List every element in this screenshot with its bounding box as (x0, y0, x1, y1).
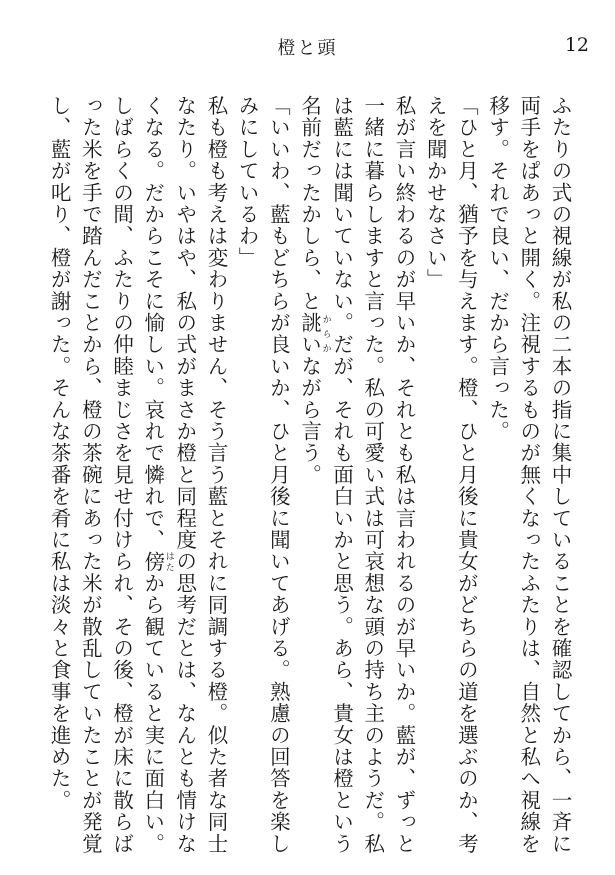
ruby-side: 傍 はた (140, 550, 174, 573)
paragraph-2: 「ひと月、猶予を与えます。橙、ひと月後に貴女がどちらの道を選ぶのか、考えを聞かせなさい」 (423, 95, 479, 855)
paragraph-3-tail: ながら言う。 (297, 355, 322, 486)
paragraph-5-text: 私も橙も考えは変わりません、そう言う藍とそれに同調する橙。似た者な同士なたり。いやはや、私の式がまさか橙と同程度の思考だとは、なんとも情けなくなる。だからこそに愉しい。哀れで憐れで、 (140, 95, 228, 855)
paragraph-1: ふたりの式の視線が私の二本の指に集中していることを確認してから、一斉に両手をぱあっと開く。注視するものが無くなったふたりは、自然と私へ視線を移す。それで良い、だから言った。 (485, 95, 572, 855)
paragraph-5 (137, 95, 231, 855)
paragraph-3-text: 私が言い終わるのが早いか、それとも私は言われるのが早いか。藍が、ずっと一緒に暮らしますと言った。私の可愛い式は可哀想な頭の持ち主のようだ。私は藍には聞いていない。だが、それも面白いかと思う。あら、貴女は橙という名前だったかしら、と (297, 95, 416, 855)
vertical-body-text (30, 95, 575, 855)
paragraph-3 (293, 95, 419, 855)
ruby-tease: 誂い からか (297, 312, 331, 356)
page-title: 橙と頭 (277, 38, 338, 59)
paragraph-6: しばらくの間、ふたりの仲睦まじさを見せ付けられ、その後、橙が床に散らばった米を手で踏んだことから、橙の茶碗にあった米が散乱していたことが発覚し、藍が叱り、橙が謝った。そんな茶番を肴に私は淡々と食事を進めた。 (47, 95, 134, 855)
paragraph-4: 「いいわ、藍もどちらが良いか、ひと月後に聞いてあげる。熟慮の回答を楽しみにしているわ」 (235, 95, 291, 855)
paragraph-5-tail: から観ていると実に面白い。 (140, 572, 165, 855)
page-number: 12 (564, 34, 589, 56)
